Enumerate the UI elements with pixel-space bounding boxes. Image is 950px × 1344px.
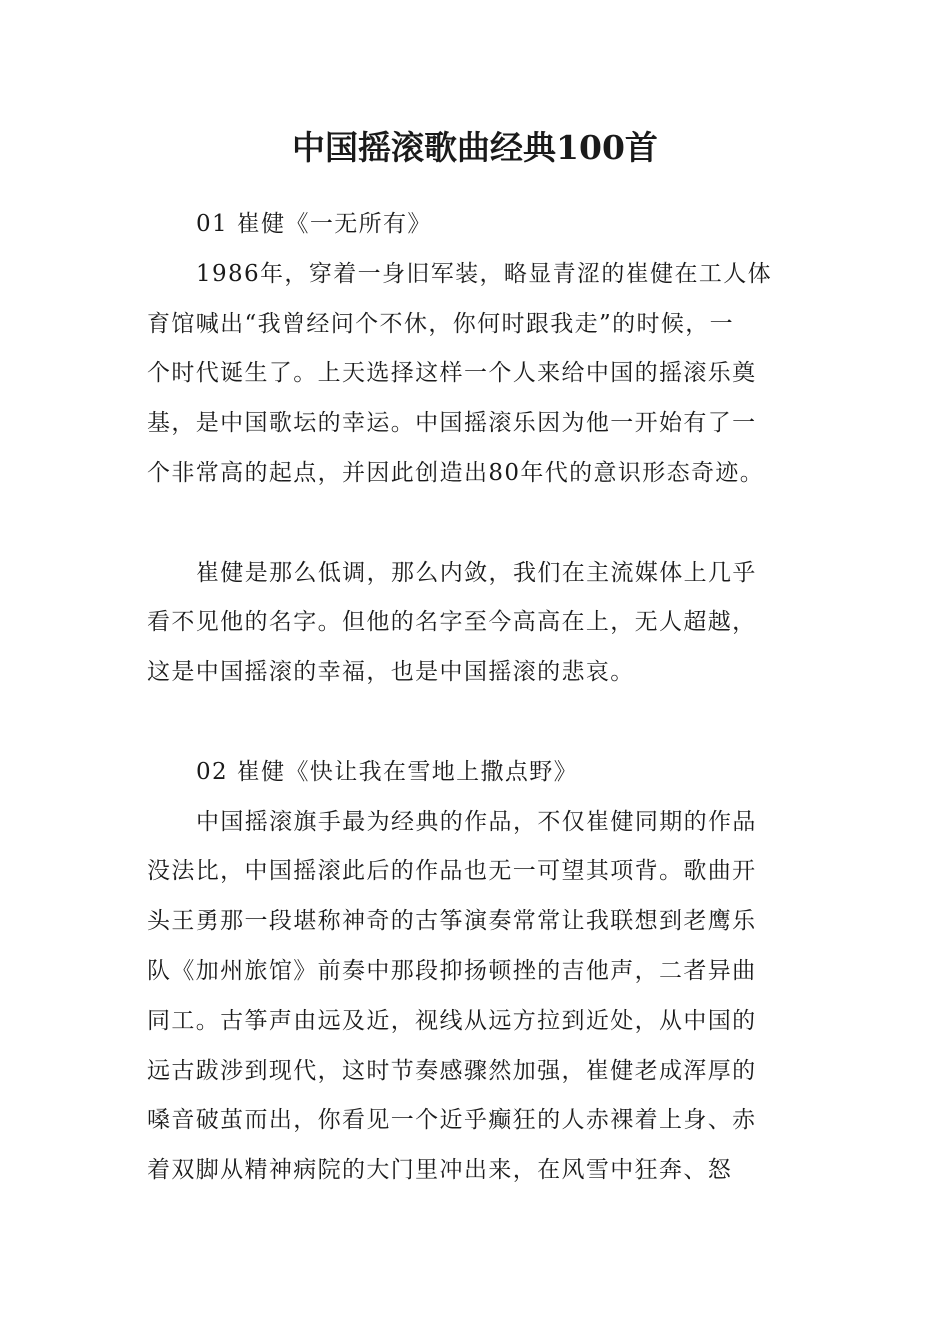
document-body [147, 200, 787, 1196]
section-heading: 01 崔健《一无所有》 [196, 211, 432, 237]
paragraph-line: 基，是中国歌坛的幸运。中国摇滚乐因为他一开始有了一 [147, 410, 757, 437]
paragraph-spacer [147, 698, 787, 748]
paragraph-line: 远古跋涉到现代，这时节奏感骤然加强，崔健老成浑厚的 [147, 1057, 757, 1084]
paragraph-spacer [147, 499, 787, 549]
paragraph-line: 队《加州旅馆》前奏中那段抑扬顿挫的吉他声，二者异曲 [147, 957, 757, 984]
paragraph-line: 这是中国摇滚的幸福，也是中国摇滚的悲哀。 [147, 659, 635, 686]
paragraph-line: 中国摇滚旗手最为经典的作品，不仅崔健同期的作品 [196, 808, 757, 835]
paragraph-line: 1986年，穿着一身旧军装，略显青涩的崔健在工人体 [196, 260, 773, 287]
paragraph-line: 头王勇那一段堪称神奇的古筝演奏常常让我联想到老鹰乐 [147, 908, 757, 935]
section-heading: 02 崔健《快让我在雪地上撒点野》 [196, 758, 579, 785]
paragraph-line: 同工。古筝声由远及近，视线从远方拉到近处，从中国的 [147, 1007, 757, 1034]
paragraph-line: 看不见他的名字。但他的名字至今高高在上，无人超越， [147, 609, 757, 636]
paragraph-line: 嗓音破茧而出，你看见一个近乎癫狂的人赤裸着上身、赤 [147, 1107, 757, 1134]
paragraph-line: 着双脚从精神病院的大门里冲出来，在风雪中狂奔、怒 [147, 1157, 733, 1184]
paragraph-line: 没法比，中国摇滚此后的作品也无一可望其项背。歌曲开 [147, 858, 757, 885]
paragraph-line: 崔健是那么低调，那么内敛，我们在主流媒体上几乎 [196, 559, 757, 586]
paragraph-line: 个时代诞生了。上天选择这样一个人来给中国的摇滚乐奠 [147, 360, 757, 387]
paragraph-line: 个非常高的起点，并因此创造出80年代的意识形态奇迹。 [147, 459, 765, 486]
paragraph-line: 育馆喊出“我曾经问个不休，你何时跟我走”的时候，一 [147, 310, 735, 337]
document-title: 中国摇滚歌曲经典100首 [292, 128, 658, 167]
